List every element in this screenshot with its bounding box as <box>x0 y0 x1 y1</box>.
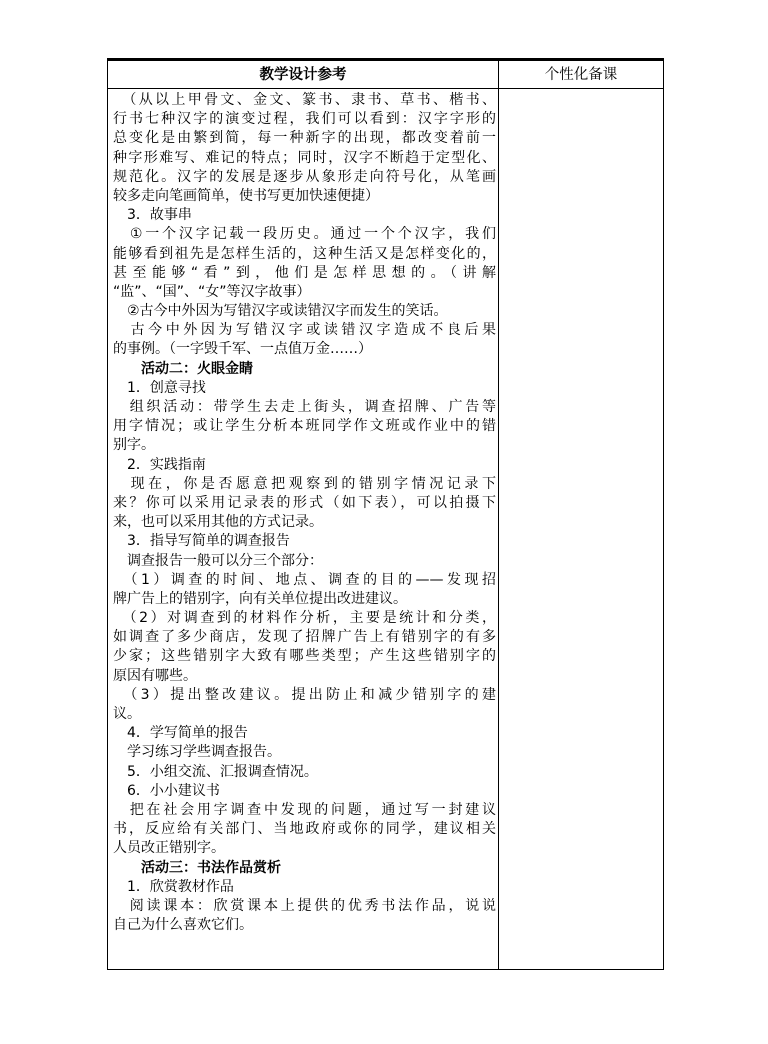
text-line: 4．学写简单的报告 <box>113 725 248 742</box>
activity-heading: 活动三：书法作品赏析 <box>113 859 281 876</box>
text-line: 种字形难写、难记的特点；同时，汉字不断趋于定型化、 <box>113 149 496 166</box>
text-line: 来，也可以采用其他的方式记录。 <box>113 514 323 531</box>
text-line: 牌广告上的错别字，向有关单位提出改进建议。 <box>113 590 407 607</box>
text-line: 甚至能够“看”到，他们是怎样思想的。（讲解 <box>113 264 496 281</box>
text-line: 3．故事串 <box>113 207 192 224</box>
text-line: 少家；这些错别字大致有哪些类型；产生这些错别字的 <box>113 648 496 665</box>
text-line: 古今中外因为写错汉字或读错汉字造成不良后果 <box>113 322 496 339</box>
text-line: 规范化。汉字的发展是逐步从象形走向符号化，从笔画 <box>113 168 496 185</box>
text-line: ②古今中外因为写错汉字或读错汉字而发生的笑话。 <box>113 303 448 320</box>
text-line: 组织活动：带学生去走上街头，调查招牌、广告等 <box>113 399 496 415</box>
text-line: 能够看到祖先是怎样生活的，这种生活又是怎样变化的， <box>113 245 496 262</box>
text-line: 把在社会用字调查中发现的问题，通过写一封建议 <box>113 801 496 818</box>
text-line: （2）对调查到的材料作分析，主要是统计和分类， <box>113 610 496 627</box>
text-line: 用字情况；或让学生分析本班同学作文班或作业中的错 <box>113 418 496 435</box>
text-line: 书，反应给有关部门、当地政府或你的同学，建议相关 <box>113 821 496 838</box>
text-line: 阅读课本：欣赏课本上提供的优秀书法作品，说说 <box>113 897 496 914</box>
text-line: 原因有哪些。 <box>113 667 197 684</box>
text-line: 学习练习学些调查报告。 <box>113 744 281 761</box>
text-line: 人员改正错别字。 <box>113 840 225 857</box>
text-line: 来？你可以采用记录表的形式（如下表），可以拍摄下 <box>113 494 496 511</box>
text-line: 别字。 <box>113 437 155 454</box>
text-line: 2．实践指南 <box>113 456 206 473</box>
teaching-design-content <box>113 91 496 935</box>
text-line: 3．指导写简单的调查报告 <box>113 533 290 550</box>
text-line: 1．创意寻找 <box>113 379 206 396</box>
text-line: 较多走向笔画简单，使书写更加快速便捷） <box>113 187 379 204</box>
text-line: 6．小小建议书 <box>113 782 220 799</box>
text-line: （1）调查的时间、地点、调查的目的——发现招 <box>113 571 496 588</box>
text-line: 如调查了多少商店，发现了招牌广告上有错别字的有多 <box>113 629 496 646</box>
header-personalized-prep: 个性化备课 <box>544 67 618 83</box>
activity-heading: 活动二：火眼金睛 <box>113 360 253 377</box>
text-line: 行书七种汉字的演变过程，我们可以看到：汉字字形的 <box>113 111 496 128</box>
lesson-plan-table <box>107 58 664 970</box>
header-teaching-design: 教学设计参考 <box>259 67 347 83</box>
text-line: （从以上甲骨文、金文、篆书、隶书、草书、楷书、 <box>113 92 496 108</box>
text-line: 1．欣赏教材作品 <box>113 878 234 895</box>
header-divider <box>108 88 663 89</box>
text-line: “监”、“国”、“女”等汉字故事） <box>113 283 311 300</box>
text-line: 议。 <box>113 706 141 722</box>
text-line: 5．小组交流、汇报调查情况。 <box>113 763 318 780</box>
text-line: ①一个汉字记载一段历史。通过一个个汉字，我们 <box>113 226 496 243</box>
text-line: 总变化是由繁到简，每一种新字的出现，都改变着前一 <box>113 130 496 147</box>
column-divider <box>498 59 499 969</box>
text-line: 现在，你是否愿意把观察到的错别字情况记录下 <box>113 475 496 492</box>
text-line: 调查报告一般可以分三个部分： <box>113 552 323 569</box>
text-line: 的事例。（一字毁千军、一点值万金……） <box>113 341 372 358</box>
text-line: （3）提出整改建议。提出防止和减少错别字的建 <box>113 686 496 703</box>
text-line: 自己为什么喜欢它们。 <box>113 917 253 934</box>
